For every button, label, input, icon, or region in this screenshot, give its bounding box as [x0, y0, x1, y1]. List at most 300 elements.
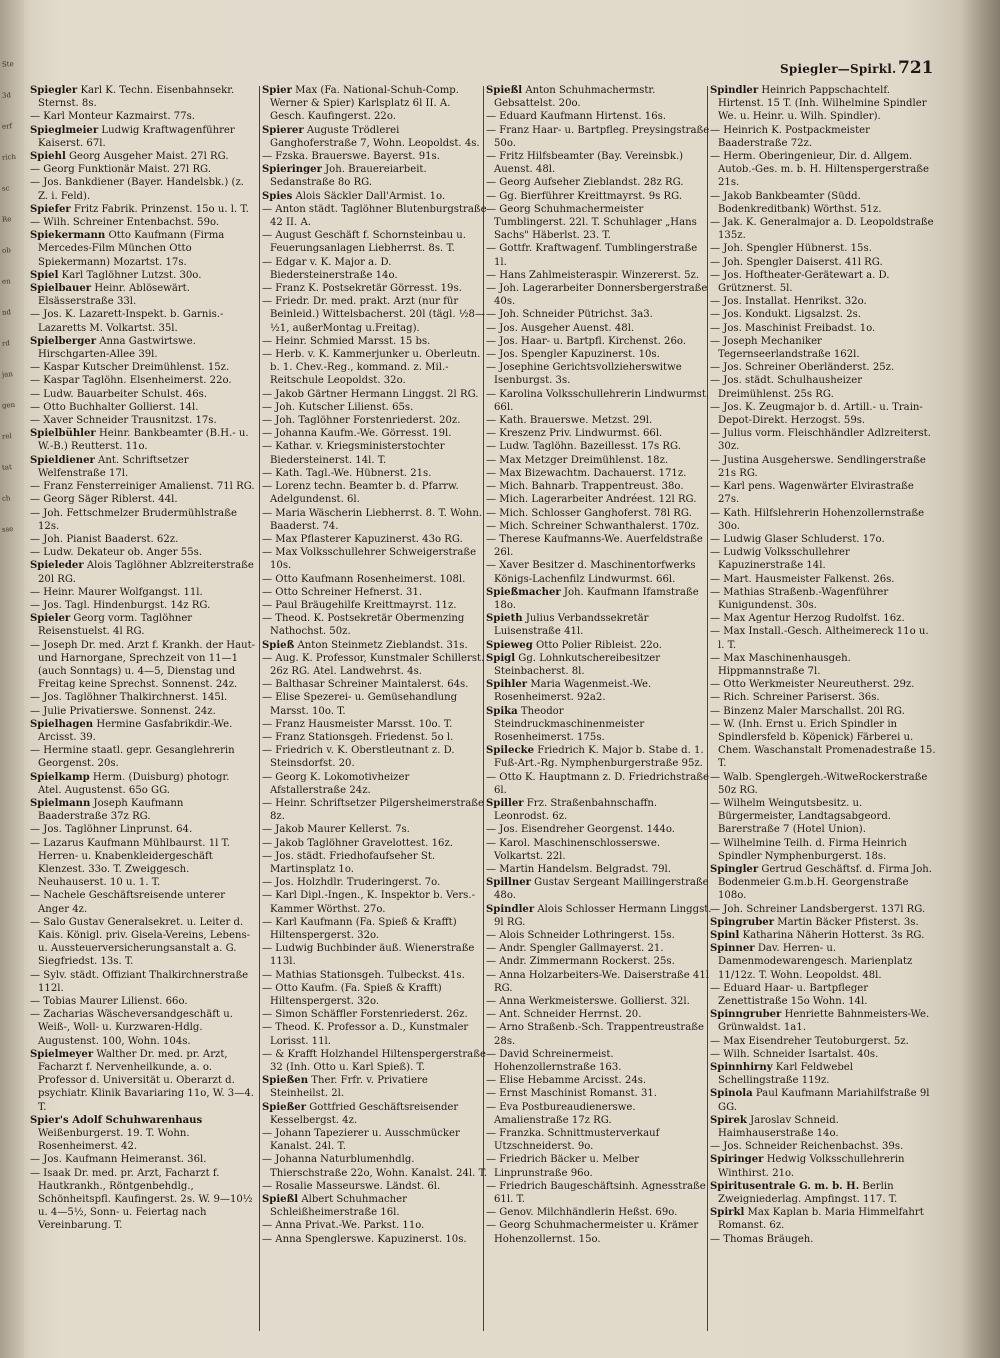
entry-surname: Spießl: [486, 85, 523, 96]
entry-text: — Jak. K. Generalmajor a. D. Leopoldstraße 135z.: [710, 217, 934, 242]
directory-entry: [30, 493, 256, 506]
directory-entry: [30, 176, 256, 202]
entry-text: Alois Taglöhner Ablzreiterstraße 20l RG.: [38, 560, 254, 585]
entry-text: — Georg Schuhmachermeister u. Krämer Hohenzollernst. 15o.: [486, 1220, 699, 1245]
margin-fragment: nd: [1, 308, 12, 317]
entry-text: — Walb. Spenglergeh.-WitweRockerstraße 50z RG.: [710, 771, 928, 796]
entry-text: — Franzka. Schnittmusterverkauf Utzschneiderst. 9o.: [486, 1128, 660, 1153]
directory-entry: [486, 388, 712, 414]
entry-surname: Spindler: [710, 85, 759, 96]
entry-text: — Otto K. Hauptmann z. D. Friedrichstraße 6l.: [486, 771, 709, 796]
directory-entry: [710, 401, 936, 427]
entry-surname: Spika: [486, 705, 518, 717]
directory-entry: [30, 969, 256, 995]
directory-entry: [710, 863, 936, 903]
entry-surname: Spies: [262, 190, 293, 202]
entry-text: — Heinr. Schriftsetzer Pilgersheimerstraße 8z.: [262, 797, 484, 823]
entry-text: Otto Polier Ribleist. 22o.: [532, 639, 662, 651]
directory-entry: [30, 533, 256, 546]
directory-entry: [262, 639, 488, 652]
directory-entry: [486, 797, 712, 823]
entry-text: — Martin Handelsm. Belgradst. 79l.: [486, 863, 671, 875]
directory-entry: [486, 361, 712, 387]
entry-text: — Julius vorm. Fleischhändler Adlzreiterst. 30z.: [710, 428, 931, 453]
entry-text: — Jos. Taglöhner Thalkirchnerst. 145l.: [30, 692, 228, 704]
margin-fragment: rel: [1, 432, 12, 441]
entry-text: — Jos. Holzhdlr. Truderingerst. 7o.: [262, 877, 441, 889]
entry-text: — Johann Tapezierer u. Ausschmücker Kanalst. 24l. T.: [262, 1128, 460, 1153]
entry-text: — Jos. K. Lazarett-Inspekt. b. Garnis.-Lazaretts M. Volkartst. 35l.: [30, 309, 224, 334]
entry-surname: Spieglmeier: [30, 124, 99, 136]
entry-text: — Karl Dipl.-Ingen., K. Inspektor b. Vers.-Kammer Wörthst. 27o.: [262, 890, 475, 915]
directory-entry: [710, 625, 936, 651]
entry-text: — Wilh. Schreiner Entenbachst. 59o.: [30, 217, 220, 229]
directory-entry: [30, 718, 256, 744]
directory-entry: [262, 731, 488, 744]
entry-text: — & Krafft Holzhandel Hiltenspergerstraße 32 (Inh. Otto u. Karl Spieß). T.: [262, 1048, 486, 1074]
directory-entry: [30, 771, 256, 797]
entry-text: — Max Eisendreher Teutoburgerst. 5z.: [710, 1035, 909, 1047]
entry-text: — Herb. v. K. Kammerjunker u. Oberleutn. b. 1. Chev.-Reg., kommand. z. Mil.-Reitschule Leopoldst. 32o.: [262, 349, 481, 387]
entry-text: Karl Feldwebel Schellingstraße 119z.: [718, 1062, 853, 1087]
directory-entry: [30, 454, 256, 480]
entry-text: — Fritz Hilfsbeamter (Bay. Vereinsbk.) Auenst. 48l.: [486, 151, 684, 176]
directory-entry: [710, 1008, 936, 1034]
directory-entry: [486, 1153, 712, 1179]
directory-entry: [262, 348, 488, 388]
entry-text: — Franz Stationsgeh. Friedenst. 5o l.: [262, 731, 454, 743]
margin-fragment: ch: [1, 494, 11, 503]
entry-text: Heinr. Ablösewärt. Elsässerstraße 33l.: [38, 283, 190, 308]
directory-entry: [262, 771, 488, 797]
entry-text: Weißenburgerst. 19. T. Wohn. Rosenheimerst. 42.: [38, 1128, 190, 1153]
entry-surname: Spinnhirny: [710, 1062, 773, 1074]
entry-text: — Josephine Gerichtsvollzieherswitwe Isenburgst. 3s.: [486, 362, 682, 387]
directory-entry: [710, 1061, 936, 1087]
directory-entry: [262, 163, 488, 189]
directory-entry: [486, 771, 712, 797]
page-header: [780, 58, 940, 80]
entry-surname: Spielbauer: [30, 283, 92, 295]
directory-entry: [262, 823, 488, 836]
entry-text: — Kaspar Kutscher Dreimühlenst. 15z.: [30, 362, 230, 374]
directory-entry: [486, 242, 712, 268]
directory-entry: [30, 216, 256, 229]
directory-entry: [710, 771, 936, 797]
directory-entry: [262, 942, 488, 968]
entry-text: Berlin Zweigniederlag. Ampfingst. 117. T.: [718, 1180, 898, 1206]
directory-entry: [262, 401, 488, 414]
directory-entry: [262, 797, 488, 823]
directory-entry: [710, 308, 936, 321]
directory-entry: [710, 942, 936, 982]
entry-text: — Mathias Stationsgeh. Tulbeckst. 41s.: [262, 969, 465, 981]
entry-text: — Paul Bräugehilfe Kreittmayrst. 11z.: [262, 599, 457, 611]
entry-text: Anna Gastwirtswe. Hirschgarten-Allee 39l.: [38, 335, 196, 361]
directory-entry: [486, 533, 712, 559]
directory-entry: [710, 691, 936, 704]
margin-fragment: erf: [1, 122, 13, 131]
directory-entry: [486, 454, 712, 467]
directory-entry: [486, 1219, 712, 1245]
entry-text: — Anna Spenglerswe. Kapuzinerst. 10s.: [262, 1233, 467, 1245]
directory-entry: [486, 190, 712, 203]
directory-entry: [486, 1021, 712, 1047]
entry-text: Heinrich Pappschachtelf. Hirtenst. 15 T. (Inh. Wilhelmine Spindler We. u. Heinr. u. Wilh. Spindler).: [718, 85, 927, 123]
directory-entry: [262, 295, 488, 335]
directory-entry: [30, 401, 256, 414]
entry-surname: Spieweg: [486, 639, 533, 651]
directory-entry: [30, 1153, 256, 1166]
margin-fragment: sse: [1, 524, 14, 534]
entry-text: Gertrud Geschäftsf. d. Firma Joh. Bodenmeier G.m.b.H. Georgenstraße 108o.: [718, 863, 932, 902]
entry-surname: Spillner: [486, 877, 531, 889]
entry-text: — Max Metzger Dreimühlenst. 18z.: [486, 454, 669, 466]
entry-text: — Otto Kaufm. (Fa. Spieß & Krafft) Hiltenspergerst. 32o.: [262, 982, 442, 1008]
directory-entry: [486, 110, 712, 123]
entry-surname: Spiringer: [710, 1154, 764, 1166]
entry-surname: Spinola: [710, 1088, 753, 1100]
entry-text: — Genov. Milchhändlerin Heßst. 69o.: [486, 1207, 678, 1219]
directory-entry: [30, 586, 256, 599]
entry-text: — Karl Kaufmann (Fa. Spieß & Krafft) Hiltenspergerst. 32o.: [262, 916, 457, 941]
directory-entry: [30, 546, 256, 559]
entry-text: Hermine Gasfabrikdir.-We. Arcisst. 39.: [38, 718, 233, 743]
entry-text: — Max Agentur Herzog Rudolfst. 16z.: [710, 613, 905, 625]
entry-surname: Spihler: [486, 679, 528, 691]
entry-text: — Ludw. Dekateur ob. Anger 55s.: [30, 547, 203, 559]
directory-entry: [262, 124, 488, 150]
entry-text: — Kath. Hilfslehrerin Hohenzollernstraße 30o.: [710, 507, 925, 532]
directory-entry: [486, 876, 712, 902]
directory-entry: [710, 1206, 936, 1232]
margin-fragment: en: [1, 277, 11, 286]
entry-text: — Therese Kaufmanns-We. Auerfeldstraße 26l.: [486, 533, 703, 559]
directory-entry: [262, 573, 488, 586]
entry-text: — Andr. Spengler Gallmayerst. 21.: [486, 943, 664, 955]
directory-entry: [486, 823, 712, 836]
entry-text: — Tobias Maurer Lilienst. 66o.: [30, 996, 188, 1008]
entry-text: — Arno Straßenb.-Sch. Trappentreustraße 28s.: [486, 1022, 704, 1047]
entry-text: Max (Fa. National-Schuh-Comp. Werner & Spier) Karlsplatz 6l II. A. Gesch. Kaufingerst. 22o.: [270, 85, 459, 123]
directory-entry: [262, 203, 488, 229]
entry-text: — Kreszenz Priv. Lindwurmst. 66l.: [486, 428, 663, 440]
directory-entry: [30, 612, 256, 638]
entry-surname: Spießmacher: [486, 586, 561, 598]
entry-text: — Johanna Naturblumenhdlg. Thierschstraße 22o, Wohn. Kanalst. 24l. T.: [262, 1154, 488, 1179]
entry-text: — Thomas Bräugeh.: [710, 1233, 814, 1245]
entry-text: Ludwig Kraftwagenführer Kaiserst. 67l.: [38, 124, 235, 149]
entry-text: Georg Ausgeher Maist. 27l RG.: [65, 151, 229, 163]
directory-entry: [486, 837, 712, 863]
directory-entry: [262, 691, 488, 717]
entry-surname: Spirek: [710, 1114, 747, 1126]
directory-entry: [30, 150, 256, 163]
entry-text: — Jos. K. Zeugmajor b. d. Artill.- u. Train-Depot-Direkt. Herzogst. 59s.: [710, 401, 923, 427]
entry-text: — Joh. Spengler Hübnerst. 15s.: [710, 243, 872, 255]
directory-entry: [30, 797, 256, 823]
directory-entry: [710, 269, 936, 295]
directory-entry: [262, 414, 488, 427]
directory-entry: [486, 150, 712, 176]
entry-surname: Spiehl: [30, 151, 66, 163]
entry-text: Otto Kaufmann (Firma Mercedes-Film München Otto Spiekermann) Mozartst. 17s.: [38, 230, 225, 268]
entry-text: — Mich. Lagerarbeiter Andréest. 12l RG.: [486, 494, 697, 506]
directory-entry: [486, 586, 712, 612]
directory-entry: [710, 1140, 936, 1153]
directory-entry: [710, 480, 936, 506]
directory-entry: [710, 797, 936, 837]
directory-entry: [486, 678, 712, 704]
directory-entry: [262, 150, 488, 163]
entry-text: Georg vorm. Taglöhner Reisenstuelst. 4l RG.: [38, 613, 193, 638]
directory-entry: [262, 1233, 488, 1246]
directory-entry: [262, 678, 488, 691]
entry-text: Herm. (Duisburg) photogr. Atel. Augustenst. 65o GG.: [38, 771, 230, 796]
directory-entry: [710, 150, 936, 190]
directory-entry: [486, 942, 712, 955]
entry-text: — Franz Fensterreiniger Amalienst. 71l RG.: [30, 481, 255, 493]
directory-entry: [486, 308, 712, 321]
entry-text: Gustav Sergeant Maillingerstraße 48o.: [494, 877, 709, 902]
entry-surname: Spieleder: [30, 560, 84, 572]
directory-entry: [710, 427, 936, 453]
directory-entry: [710, 903, 936, 916]
directory-entry: [262, 916, 488, 942]
directory-entry: [710, 837, 936, 863]
directory-entry: [30, 361, 256, 374]
entry-text: — Otto Werkmeister Neureutherst. 29z.: [710, 679, 915, 691]
directory-entry: [262, 335, 488, 348]
entry-text: Joh. Kaufmann Ifamstraße 18o.: [494, 586, 699, 611]
directory-entry: [30, 269, 256, 282]
entry-text: — Franz Hausmeister Marsst. 10o. T.: [262, 718, 453, 730]
entry-text: — Kath. Brauerswe. Metzst. 29l.: [486, 415, 653, 427]
directory-column-4: [710, 84, 936, 1334]
directory-entry: [30, 229, 256, 269]
directory-entry: [486, 414, 712, 427]
directory-entry: [486, 507, 712, 520]
directory-entry: [710, 124, 936, 150]
entry-text: — Aug. K. Professor, Kunstmaler Schillerst. 26z RG. Atel. Landwehrst. 4s.: [262, 652, 485, 677]
entry-surname: Spielkamp: [30, 771, 90, 783]
directory-entry: [486, 969, 712, 995]
directory-entry: [262, 1193, 488, 1219]
entry-text: — Rosalie Masseurswe. Ländst. 6l.: [262, 1180, 441, 1192]
margin-fragment: jan: [1, 370, 14, 379]
entry-text: Auguste Trödlerei Ganghoferstraße 7, Wohn. Leopoldst. 4s.: [270, 124, 480, 149]
entry-text: Alois Säckler Dall'Armist. 1o.: [292, 190, 446, 202]
directory-entry: [262, 744, 488, 770]
directory-entry: [30, 414, 256, 427]
directory-entry: [262, 1180, 488, 1193]
directory-entry: [262, 1101, 488, 1127]
entry-text: — W. (Inh. Ernst u. Erich Spindler in Spindlersfeld b. Köpenick) Färberei u. Chem. Waschanstalt Promenadestraße 15. T.: [710, 718, 936, 770]
entry-text: — Hans Zahlmeisteraspir. Winzererst. 5z.: [486, 269, 700, 281]
directory-entry: [30, 1008, 256, 1048]
entry-text: — Jos. städt. Schulhausheizer Dreimühlenst. 25s RG.: [710, 375, 863, 400]
directory-entry: [262, 84, 488, 124]
directory-entry: [262, 388, 488, 401]
directory-entry: [486, 493, 712, 506]
directory-entry: [262, 837, 488, 850]
directory-entry: [486, 1008, 712, 1021]
entry-text: Heinr. Bankbeamter (B.H.- u. W.-B.) Reutterst. 11o.: [38, 428, 249, 453]
entry-surname: Spielhagen: [30, 718, 94, 730]
entry-text: — Theod. K. Professor a. D., Kunstmaler Lorisst. 11l.: [262, 1022, 469, 1047]
directory-entry: [30, 203, 256, 216]
directory-entry: [710, 295, 936, 308]
directory-entry: [262, 1021, 488, 1047]
entry-text: — Elise Spezerei- u. Gemüsehandlung Marsst. 10o. T.: [262, 692, 458, 717]
entry-text: — Ludwig Buchbinder äuß. Wienerstraße 113l.: [262, 943, 475, 968]
entry-surname: Spierer: [262, 124, 304, 136]
directory-entry: [486, 1101, 712, 1127]
directory-entry: [486, 929, 712, 942]
entry-text: Walther Dr. med. pr. Arzt, Facharzt f. Nervenheilkunde, a. o. Professor d. Universität u. Oberarzt d. psychiatr. Klinik Bavariaring 11o, W. 3—4. T.: [38, 1048, 254, 1113]
directory-entry: [710, 322, 936, 335]
entry-text: Fritz Fabrik. Prinzenst. 15o u. l. T.: [70, 203, 249, 215]
entry-text: — Ludwig Glaser Schluderst. 17o.: [710, 533, 885, 545]
entry-surname: Spiritusentrale G. m. b. H.: [710, 1180, 860, 1192]
entry-surname: Spingler: [710, 863, 759, 875]
directory-entry: [710, 335, 936, 361]
entry-surname: Spieldiener: [30, 454, 95, 466]
entry-text: Albert Schuhmacher Schleißheimerstraße 16l.: [270, 1194, 407, 1219]
directory-entry: [262, 982, 488, 1008]
directory-entry: [30, 916, 256, 969]
entry-text: — Fzska. Brauerswe. Bayerst. 91s.: [262, 151, 440, 163]
directory-entry: [486, 1127, 712, 1153]
directory-entry: [486, 203, 712, 243]
directory-entry: [710, 1035, 936, 1048]
entry-text: — Jos. Spengler Kapuzinerst. 10s.: [486, 349, 660, 361]
entry-text: — Kathar. v. Kriegsministerstochter Biedersteinerst. 14l. T.: [262, 441, 445, 466]
directory-entry: [710, 929, 936, 942]
entry-text: Joseph Kaufmann Baaderstraße 37z RG.: [38, 797, 184, 823]
directory-entry: [710, 982, 936, 1008]
entry-text: — Friedrich Bäcker u. Melber Linprunstraße 96o.: [486, 1154, 640, 1179]
entry-text: — Georg Aufseher Zieblandst. 28z RG.: [486, 177, 684, 189]
entry-text: — Joh. Schreiner Landsbergerst. 137l RG.: [710, 903, 926, 915]
entry-text: — Jos. Schreiner Oberländerst. 25z.: [710, 362, 895, 374]
directory-entry: [486, 84, 712, 110]
entry-text: Henriette Bahnmeisters-We. Grünwaldst. 1a1.: [718, 1009, 930, 1034]
entry-text: Julius Verbandssekretär Luisenstraße 41l.: [494, 613, 649, 638]
entry-text: — Anna Holzarbeiters-We. Daiserstraße 41l RG.: [486, 969, 709, 994]
entry-text: — Andr. Zimmermann Rockerst. 25s.: [486, 956, 675, 968]
directory-entry: [710, 361, 936, 374]
directory-entry: [30, 744, 256, 770]
column-rule: [259, 86, 260, 1331]
entry-text: — Ludw. Bauarbeiter Schulst. 46s.: [30, 388, 208, 400]
directory-column-2: [262, 84, 488, 1334]
entry-surname: Spieß: [262, 639, 295, 651]
directory-entry: [710, 678, 936, 691]
directory-entry: [486, 612, 712, 638]
entry-text: — Herm. Oberingenieur, Dir. d. Allgem. Autob.-Ges. m. b. H. Hiltenspergerstraße 21s.: [710, 151, 930, 189]
entry-surname: Spiekermann: [30, 230, 106, 242]
entry-text: — Joh. Lagerarbeiter Donnersbergerstraße 40s.: [486, 283, 708, 308]
directory-entry: [30, 559, 256, 585]
entry-text: — Jos. Ausgeher Auenst. 48l.: [486, 322, 635, 334]
entry-text: — Max Pflasterer Kapuzinerst. 43o RG.: [262, 533, 463, 545]
entry-text: Frz. Straßenbahnschaffn. Leonrodst. 6z.: [494, 797, 658, 823]
entry-text: — Mich. Schreiner Schwanthalerst. 170z.: [486, 520, 700, 532]
entry-text: — Joh. Fettschmelzer Brudermühlstraße 12s.: [30, 507, 237, 532]
entry-surname: Spirkl: [710, 1207, 745, 1219]
entry-text: — Georg Schuhmachermeister Tumblingerst. 22l. T. Schuhlager „Hans Sachs" Häberlst. 23. T.: [486, 203, 697, 242]
entry-text: — Isaak Dr. med. pr. Arzt, Facharzt f. Hautkrankh., Röntgenbehdlg., Schönheitspfl. Kaufingerst. 2s. W. 9—10½ u. 4—5½, Sonn- u. Feiertag nach Vereinbarung. T.: [30, 1167, 253, 1232]
entry-text: — Georg Funktionär Maist. 27l RG.: [30, 164, 211, 176]
directory-entry: [486, 744, 712, 770]
entry-text: — Anna Privat.-We. Parkst. 11o.: [262, 1220, 425, 1232]
directory-entry: [262, 612, 488, 638]
entry-text: — Mathias Straßenb.-Wagenführer Kunigundenst. 30s.: [710, 586, 889, 611]
entry-text: — Joseph Dr. med. Arzt f. Krankh. der Haut- und Harnorgane, Sprechzeit von 11—1 (auch Sonntags) u. 4—5, Dienstag und Freitag keine Sprechst. Sonnenst. 24z.: [30, 639, 256, 691]
entry-text: Theodor Steindruckmaschinenmeister Rosenheimerst. 175s.: [494, 705, 645, 743]
entry-surname: Spingruber: [710, 916, 775, 928]
directory-entry: [262, 480, 488, 506]
directory-entry: [30, 1167, 256, 1233]
entry-text: — Karl pens. Wagenwärter Elvirastraße 27s.: [710, 481, 914, 506]
directory-entry: [486, 955, 712, 968]
entry-text: — Eduard Haar- u. Bartpfleger Zenettistraße 15o Wohn. 14l.: [710, 982, 869, 1008]
entry-surname: Spieringer: [262, 164, 322, 176]
directory-entry: [486, 863, 712, 876]
directory-entry: [30, 507, 256, 533]
entry-text: — Eva Postbureaudienerswe. Amalienstraße 17z RG.: [486, 1101, 636, 1126]
entry-text: — Jakob Gärtner Hermann Linggst. 2l RG.: [262, 388, 479, 400]
entry-text: — Sylv. städt. Offiziant Thalkirchnerstraße 112l.: [30, 969, 249, 994]
directory-entry: [262, 1048, 488, 1074]
entry-text: — Anna Werkmeisterswe. Gollierst. 32l.: [486, 996, 690, 1008]
entry-text: Ant. Schriftsetzer Welfenstraße 17l.: [38, 454, 189, 479]
directory-entry: [710, 586, 936, 612]
entry-text: — Karolina Volksschullehrerin Lindwurmst. 66l.: [486, 388, 710, 413]
directory-entry: [262, 850, 488, 876]
entry-text: — Karl Monteur Kazmairst. 77s.: [30, 111, 196, 123]
entry-text: — Anton städt. Taglöhner Blutenburgstraße 42 II. A.: [262, 203, 487, 229]
margin-fragment: rich: [1, 152, 17, 162]
entry-text: Dav. Herren- u. Damenmodewarengesch. Marienplatz 11/12z. T. Wohn. Leopoldst. 48l.: [718, 943, 913, 981]
entry-text: — Gg. Bierführer Kreittmayrst. 9s RG.: [486, 190, 683, 202]
entry-text: Gottfried Geschäftsreisender Kesselbergst. 4z.: [270, 1101, 459, 1126]
entry-text: — Nachele Geschäftsreisende unterer Anger 4z.: [30, 890, 226, 915]
entry-text: — Ant. Schneider Herrnst. 20.: [486, 1009, 642, 1021]
entry-text: — Wilhelm Weingutsbesitz. u. Bürgermeister, Landtagsabgeord. Barerstraße 7 (Hotel Union).: [710, 797, 892, 836]
entry-text: Anton Steinmetz Zieblandst. 31s.: [294, 639, 468, 651]
entry-text: Martin Bäcker Pfisterst. 3s.: [774, 916, 919, 928]
entry-text: — Mich. Schlosser Ganghoferst. 78l RG.: [486, 507, 692, 519]
directory-entry: [710, 916, 936, 929]
entry-text: — Kath. Tagl.-We. Hübnerst. 21s.: [262, 467, 432, 479]
directory-entry: [262, 507, 488, 533]
entry-text: — Elise Hebamme Arcisst. 24s.: [486, 1075, 647, 1087]
directory-entry: [710, 573, 936, 586]
directory-entry: [486, 705, 712, 745]
entry-text: — Simon Schäffler Forstenriederst. 26z.: [262, 1009, 468, 1021]
directory-entry: [486, 427, 712, 440]
entry-surname: Spiel: [30, 269, 59, 281]
directory-entry: [710, 1153, 936, 1179]
directory-entry: [486, 269, 712, 282]
entry-text: — Joh. Schneider Pütrichst. 3a3.: [486, 309, 653, 321]
margin-fragment: rd: [1, 339, 11, 348]
directory-entry: [262, 889, 488, 915]
directory-entry: [30, 110, 256, 123]
entry-text: — Gottfr. Kraftwagenf. Tumblingerstraße 1l.: [486, 243, 698, 268]
